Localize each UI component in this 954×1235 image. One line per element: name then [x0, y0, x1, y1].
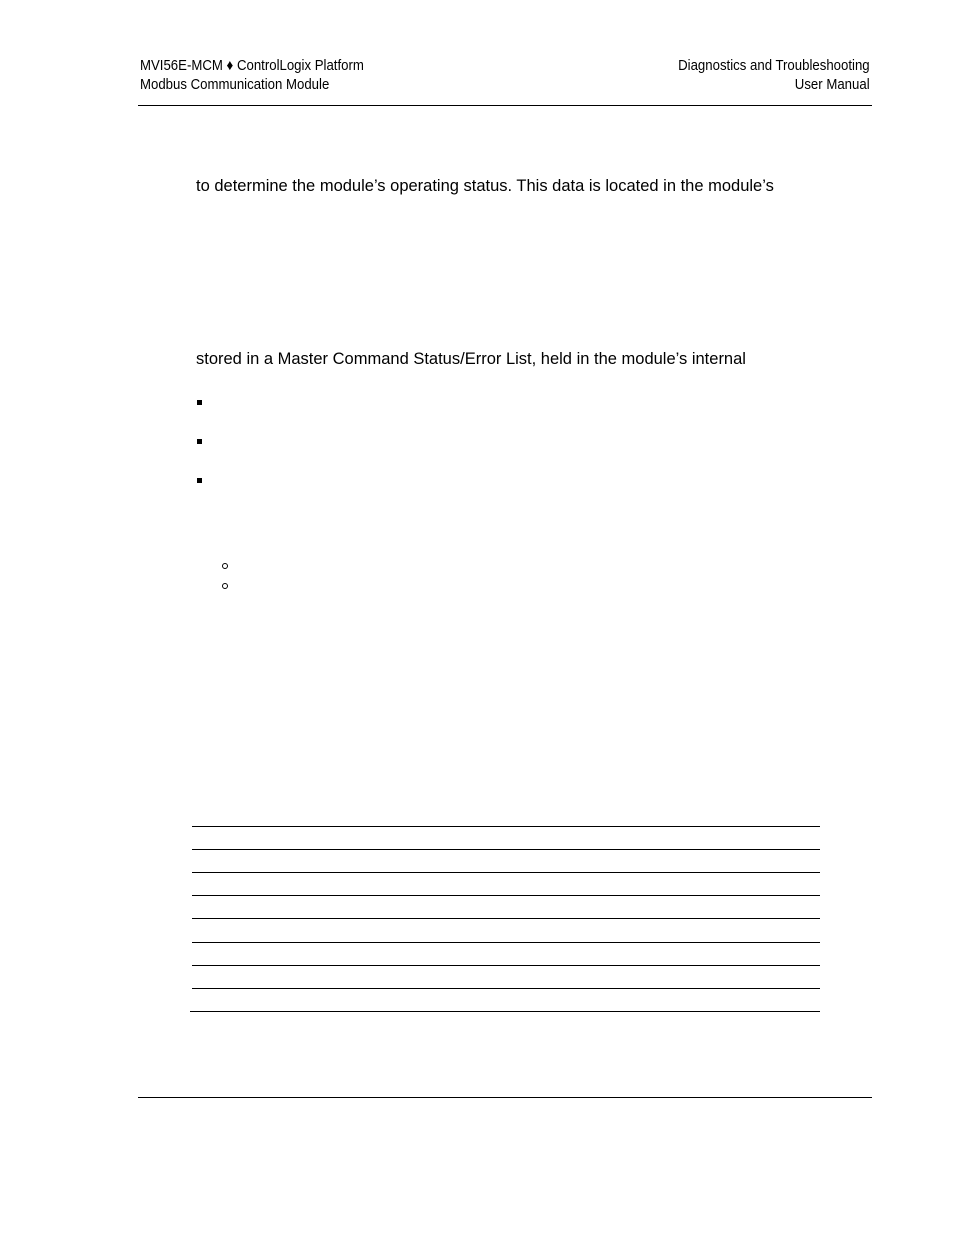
- list-bullet-3: [197, 478, 202, 483]
- header-left: [140, 56, 364, 94]
- table-rule: [192, 918, 820, 919]
- body-paragraph-2: stored in a Master Command Status/Error List, held in the module’s internal: [196, 350, 746, 368]
- table-rule: [192, 965, 820, 966]
- list-bullet-2: [197, 439, 202, 444]
- header-product-title: MVI56E-MCM ♦ ControlLogix Platform: [140, 57, 364, 74]
- body-paragraph-1: to determine the module’s operating status. This data is located in the module’s: [196, 177, 774, 195]
- table-rule: [192, 872, 820, 873]
- table-rule: [192, 849, 820, 850]
- table-rule: [192, 942, 820, 943]
- header-product-subtitle: Modbus Communication Module: [140, 76, 330, 93]
- footer-divider: [138, 1097, 872, 1098]
- list-bullet-1: [197, 400, 202, 405]
- sub-list-bullet-2: [222, 583, 228, 589]
- header-right: [678, 56, 870, 94]
- table-rule: [192, 826, 820, 827]
- header-manual-name: User Manual: [795, 76, 870, 93]
- sub-list-bullet-1: [222, 563, 228, 569]
- table-rule: [192, 988, 820, 989]
- table-rule: [190, 1011, 820, 1012]
- table-rule: [192, 895, 820, 896]
- header-divider: [138, 105, 872, 106]
- header-section-title: Diagnostics and Troubleshooting: [678, 57, 870, 74]
